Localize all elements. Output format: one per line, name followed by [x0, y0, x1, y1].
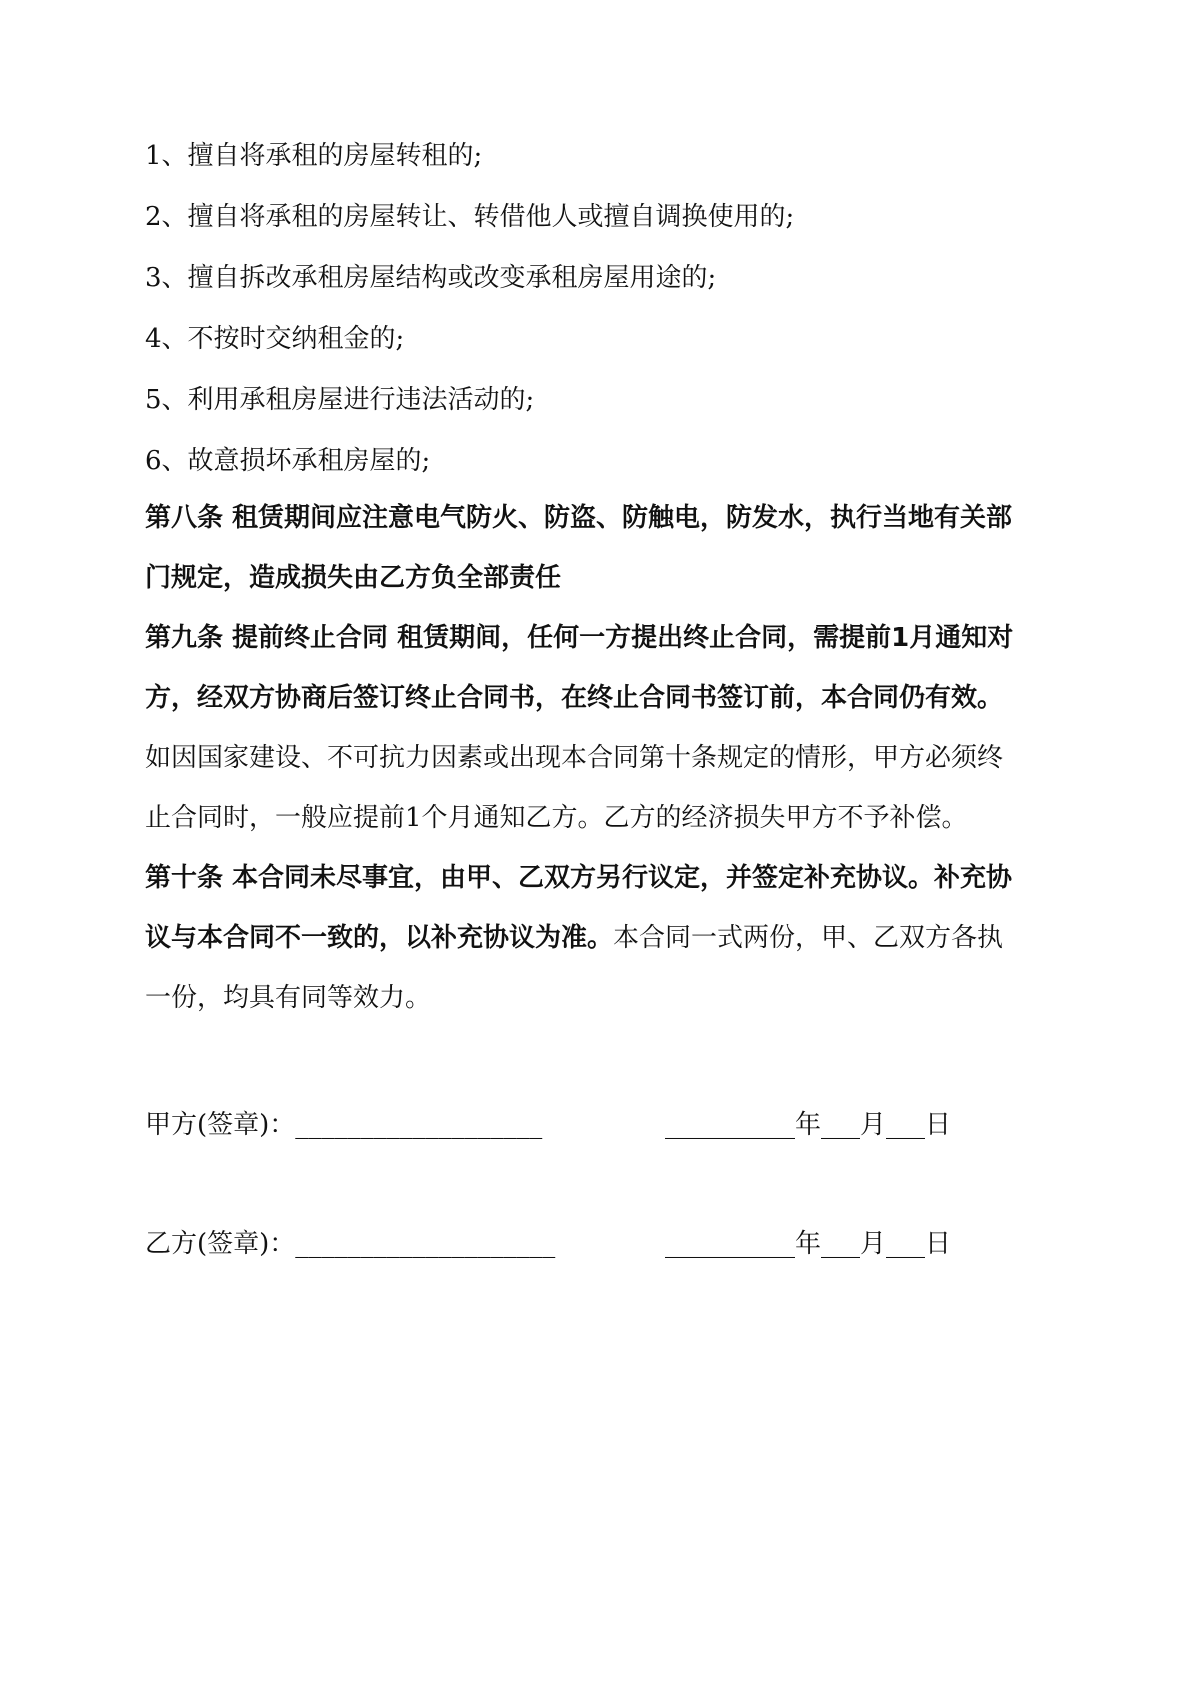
article-10-normal-text: 本合同一式两份，甲、乙双方各执	[613, 923, 1004, 953]
article-9-line: 方，经双方协商后签订终止合同书，在终止合同书签订前，本合同仍有效。	[145, 683, 1004, 713]
article-8-line: 第八条 租赁期间应注意电气防火、防盗、防触电，防发水，执行当地有关部	[145, 503, 1013, 533]
article-8-line: 门规定，造成损失由乙方负全部责任	[145, 563, 562, 593]
article-9-line: 第九条 提前终止合同 租赁期间，任何一方提出终止合同，需提前1月通知对	[145, 623, 1014, 653]
list-item: 2、擅自将承租的房屋转让、转借他人或擅自调换使用的;	[145, 202, 795, 232]
termination-conditions-list	[145, 126, 794, 492]
article-10-line: 一份，均具有同等效力。	[145, 983, 432, 1013]
party-b-signature-row	[145, 1223, 1145, 1263]
contract-articles	[145, 488, 1085, 1028]
party-b-signature-field: 乙方(签章)：____________________	[145, 1229, 556, 1259]
article-10-line	[145, 908, 1085, 968]
party-a-signature-row	[145, 1104, 1145, 1144]
article-10-line: 第十条 本合同未尽事宜，由甲、乙双方另行议定，并签定补充协议。补充协	[145, 863, 1013, 893]
article-10-bold-text: 议与本合同不一致的，以补充协议为准。	[145, 923, 614, 953]
article-9	[145, 608, 1085, 848]
party-a-signature-field: 甲方(签章)：___________________	[145, 1110, 543, 1140]
list-item: 6、故意损坏承租房屋的;	[145, 446, 431, 476]
article-9-line: 如因国家建设、不可抗力因素或出现本合同第十条规定的情形，甲方必须终	[145, 743, 1004, 773]
article-9-line: 止合同时，一般应提前1个月通知乙方。乙方的经济损失甲方不予补偿。	[145, 803, 968, 833]
list-item: 3、擅自拆改承租房屋结构或改变承租房屋用途的;	[145, 263, 717, 293]
list-item: 5、利用承租房屋进行违法活动的;	[145, 385, 535, 415]
article-10	[145, 848, 1085, 1028]
article-8	[145, 488, 1085, 608]
list-item: 1、擅自将承租的房屋转租的;	[145, 141, 483, 171]
party-b-date-field: __________年___月___日	[665, 1229, 952, 1259]
party-a-date-field: __________年___月___日	[665, 1110, 952, 1140]
list-item: 4、不按时交纳租金的;	[145, 324, 405, 354]
